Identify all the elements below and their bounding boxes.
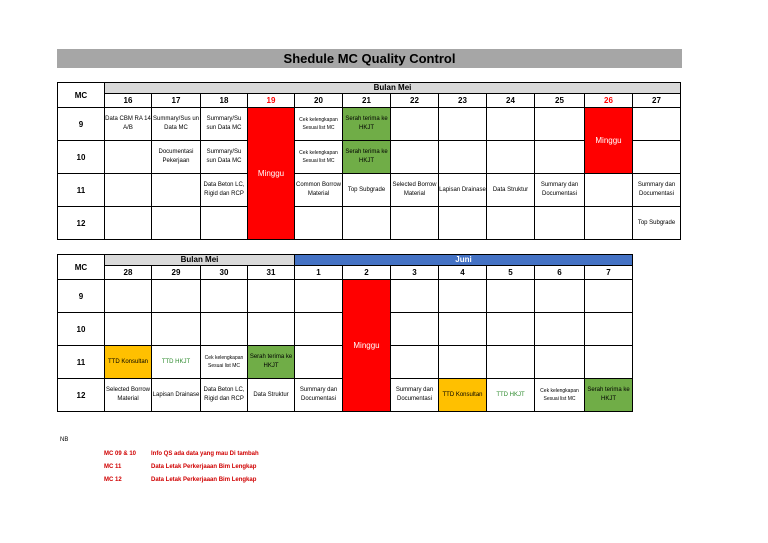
empty-cell [201, 313, 248, 346]
task-cell: Data Beton LC, Rigid dan RCP [201, 174, 248, 207]
empty-cell [391, 313, 439, 346]
task-cell-handover: Serah terima ke HKJT [343, 108, 391, 141]
day-header-sunday: 19 [248, 94, 295, 108]
month-header-juni: Juni [295, 255, 633, 266]
task-cell-handover: Serah terima ke HKJT [585, 379, 633, 412]
task-cell-handover: Serah terima ke HKJT [343, 141, 391, 174]
empty-cell [487, 141, 535, 174]
task-cell: Summary dan Documentasi [391, 379, 439, 412]
empty-cell [105, 313, 152, 346]
mc-header: MC [58, 83, 105, 108]
empty-cell [152, 313, 201, 346]
empty-cell [439, 207, 487, 240]
mc-row-label: 11 [58, 174, 105, 207]
empty-cell [343, 207, 391, 240]
day-header: 25 [535, 94, 585, 108]
empty-cell [487, 108, 535, 141]
task-cell: Summary/Su sun Data MC [201, 141, 248, 174]
notes-list [104, 448, 259, 487]
note-text: Data Letak Perkerjaaan Bim Lengkap [151, 464, 257, 470]
empty-cell [391, 280, 439, 313]
task-cell: Summary/Su sun Data MC [201, 108, 248, 141]
empty-cell [439, 346, 487, 379]
empty-cell [585, 346, 633, 379]
empty-cell [201, 280, 248, 313]
empty-cell [391, 346, 439, 379]
day-header: 24 [487, 94, 535, 108]
empty-cell [535, 207, 585, 240]
day-header: 18 [201, 94, 248, 108]
task-cell: Selected Borrow Material [391, 174, 439, 207]
empty-cell [152, 280, 201, 313]
note-mc: MC 12 [104, 477, 122, 483]
task-cell: Cek kelengkapan Sesuai list MC [295, 108, 343, 141]
mc-row-label: 10 [58, 141, 105, 174]
task-cell: Summary dan Documentasi [295, 379, 343, 412]
day-header: 28 [105, 266, 152, 280]
empty-cell [535, 346, 585, 379]
empty-cell [633, 141, 681, 174]
day-header: 20 [295, 94, 343, 108]
task-cell: TTD HKJT [152, 346, 201, 379]
task-cell: Data CBM RA 14 A/B [105, 108, 152, 141]
task-cell: Cek kelengkapan Sesuai list MC [295, 141, 343, 174]
empty-cell [105, 174, 152, 207]
empty-cell [439, 280, 487, 313]
mc-row-label: 10 [58, 313, 105, 346]
day-header: 16 [105, 94, 152, 108]
empty-cell [152, 174, 201, 207]
task-cell: Top Subgrade [343, 174, 391, 207]
page-title: Shedule MC Quality Control [57, 49, 682, 68]
day-header: 21 [343, 94, 391, 108]
task-cell: Lapisan Drainase [152, 379, 201, 412]
day-header: 1 [295, 266, 343, 280]
empty-cell [391, 207, 439, 240]
empty-cell [201, 207, 248, 240]
mc-header: MC [58, 255, 105, 280]
empty-cell [535, 280, 585, 313]
day-header: 17 [152, 94, 201, 108]
sunday-cell: Minggu [585, 108, 633, 174]
task-cell: Summary/Sus un Data MC [152, 108, 201, 141]
empty-cell [585, 174, 633, 207]
day-header: 3 [391, 266, 439, 280]
empty-cell [295, 313, 343, 346]
empty-cell [439, 141, 487, 174]
mc-row-label: 12 [58, 207, 105, 240]
empty-cell [248, 313, 295, 346]
month-header: Bulan Mei [105, 83, 681, 94]
mc-row-label: 11 [58, 346, 105, 379]
task-cell: Data Beton LC, Rigid dan RCP [201, 379, 248, 412]
empty-cell [585, 313, 633, 346]
day-header: 2 [343, 266, 391, 280]
note-item [104, 448, 259, 461]
sunday-cell: Minggu [343, 280, 391, 412]
empty-cell [248, 280, 295, 313]
note-mc: MC 11 [104, 464, 122, 470]
empty-cell [105, 141, 152, 174]
schedule-table-1 [57, 82, 681, 240]
empty-cell [391, 108, 439, 141]
empty-cell [105, 280, 152, 313]
task-cell: Top Subgrade [633, 207, 681, 240]
mc-row-label: 9 [58, 280, 105, 313]
note-text: Data Letak Perkerjaaan Bim Lengkap [151, 477, 257, 483]
day-header: 27 [633, 94, 681, 108]
empty-cell [439, 108, 487, 141]
empty-cell [295, 280, 343, 313]
note-text: Info QS ada data yang mau Di tambah [151, 451, 259, 457]
mc-row-label: 9 [58, 108, 105, 141]
task-cell: Data Struktur [248, 379, 295, 412]
task-cell: Cek kelengkapan Sesuai list MC [201, 346, 248, 379]
month-header-mei: Bulan Mei [105, 255, 295, 266]
day-header: 22 [391, 94, 439, 108]
empty-cell [633, 108, 681, 141]
task-cell: Summary dan Documentasi [633, 174, 681, 207]
empty-cell [487, 346, 535, 379]
day-header: 7 [585, 266, 633, 280]
task-cell: Cek kelengkapan Sesuai list MC [535, 379, 585, 412]
empty-cell [535, 108, 585, 141]
schedule-table-2 [57, 254, 633, 412]
empty-cell [585, 207, 633, 240]
day-header: 6 [535, 266, 585, 280]
day-header: 30 [201, 266, 248, 280]
task-cell-handover: Serah terima ke HKJT [248, 346, 295, 379]
empty-cell [105, 207, 152, 240]
task-cell: Lapisan Drainase [439, 174, 487, 207]
nb-label: NB [60, 437, 69, 443]
empty-cell [535, 313, 585, 346]
note-item [104, 474, 259, 487]
task-cell-consultant: TTD Konsultan [439, 379, 487, 412]
empty-cell [487, 280, 535, 313]
empty-cell [487, 207, 535, 240]
day-header: 31 [248, 266, 295, 280]
empty-cell [152, 207, 201, 240]
task-cell-consultant: TTD Konsultan [105, 346, 152, 379]
empty-cell [391, 141, 439, 174]
empty-cell [295, 346, 343, 379]
day-header: 5 [487, 266, 535, 280]
task-cell: Documentasi Pekerjaan [152, 141, 201, 174]
note-item [104, 461, 259, 474]
empty-cell [439, 313, 487, 346]
sunday-cell: Minggu [248, 108, 295, 240]
day-header: 23 [439, 94, 487, 108]
task-cell: Selected Borrow Material [105, 379, 152, 412]
empty-cell [585, 280, 633, 313]
task-cell: Summary dan Documentasi [535, 174, 585, 207]
day-header: 29 [152, 266, 201, 280]
empty-cell [295, 207, 343, 240]
mc-row-label: 12 [58, 379, 105, 412]
task-cell: Common Borrow Material [295, 174, 343, 207]
day-header: 4 [439, 266, 487, 280]
day-header-sunday: 26 [585, 94, 633, 108]
task-cell: TTD HKJT [487, 379, 535, 412]
empty-cell [535, 141, 585, 174]
task-cell: Data Struktur [487, 174, 535, 207]
note-mc: MC 09 & 10 [104, 451, 137, 457]
empty-cell [487, 313, 535, 346]
